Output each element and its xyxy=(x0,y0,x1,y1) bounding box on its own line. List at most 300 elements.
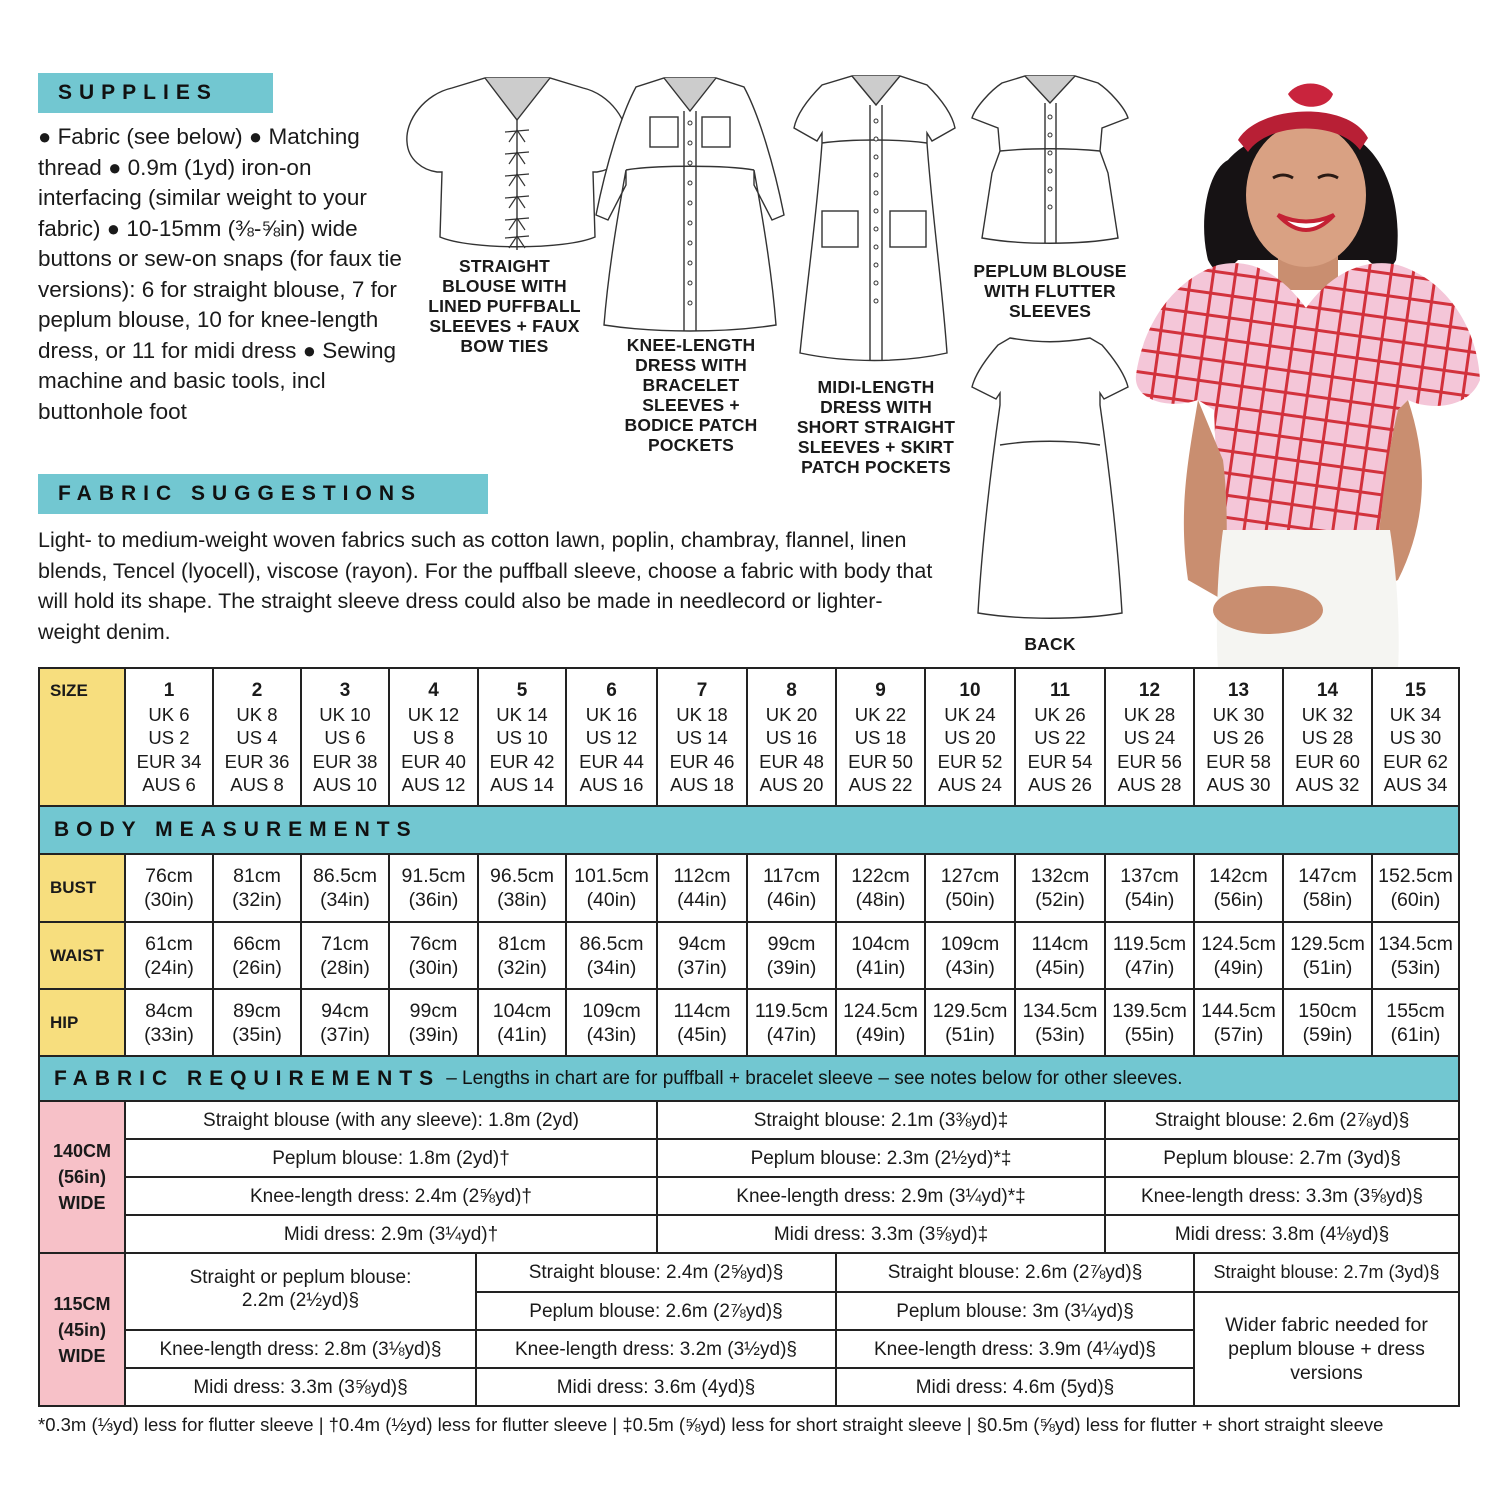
caption-line: DRESS WITH xyxy=(820,397,932,417)
bust-cell xyxy=(1282,853,1373,923)
straight-blouse-caption xyxy=(412,256,597,356)
size-eur: EUR 62 xyxy=(1383,750,1448,772)
waist-cell xyxy=(835,921,926,990)
in-value: (48in) xyxy=(855,889,906,911)
cm-value: 91.5cm xyxy=(401,865,466,887)
cm-value: 61cm xyxy=(145,932,193,955)
in-value: (36in) xyxy=(408,889,459,911)
waist-cell xyxy=(388,921,479,990)
in-value: (26in) xyxy=(232,956,282,979)
cm-value: 137cm xyxy=(1120,865,1179,887)
caption-line: SLEEVES + FAUX xyxy=(429,316,580,336)
cm-value: 134.5cm xyxy=(1378,932,1453,955)
cm-value: 129.5cm xyxy=(1290,932,1365,955)
back-view-caption xyxy=(1000,634,1100,654)
waist-cell xyxy=(1371,921,1460,990)
caption-line: LINED PUFFBALL xyxy=(428,296,581,316)
in-value: (34in) xyxy=(586,956,637,979)
cm-value: 104cm xyxy=(851,932,910,955)
cm-value: 112cm xyxy=(673,865,731,887)
req-cell xyxy=(475,1329,837,1369)
in-value: (45in) xyxy=(677,1023,727,1046)
in-value: (47in) xyxy=(1124,956,1175,979)
size-eur: EUR 36 xyxy=(224,750,290,772)
in-value: (35in) xyxy=(232,1023,282,1046)
hip-cell xyxy=(477,988,567,1057)
size-us: US 30 xyxy=(1389,727,1442,748)
req-cell xyxy=(124,1138,658,1178)
in-value: (28in) xyxy=(320,956,370,979)
size-label-cell xyxy=(38,667,126,807)
caption-line: BLOUSE WITH xyxy=(442,276,567,296)
req-text: Peplum blouse: 3m (3¼yd)§ xyxy=(896,1300,1134,1322)
width-115-label xyxy=(38,1252,126,1407)
in-value: (38in) xyxy=(497,889,547,911)
knee-length-dress-illustration xyxy=(594,75,786,333)
hip-cell xyxy=(924,988,1016,1057)
req-text: Knee-length dress: 2.4m (2⅝yd)† xyxy=(250,1185,532,1207)
fabric-suggestions-text: Light- to medium-weight woven fabrics such as cotton lawn, poplin, chambray, flannel, linen blends, Tencel (lyocell), viscose (rayon). For the puffball sleeve, choose a fabric with body that will hold its shape. The straight sleeve dress could also be made in needlecord or lighter-weight denim. xyxy=(38,528,933,644)
size-number: 9 xyxy=(875,680,886,701)
req-cell xyxy=(475,1252,837,1293)
req-cell xyxy=(124,1100,658,1140)
size-eur: EUR 42 xyxy=(489,750,555,772)
req-cell xyxy=(835,1252,1195,1293)
hip-cell xyxy=(565,988,658,1057)
in-value: (44in) xyxy=(677,889,727,911)
bust-cell xyxy=(1193,853,1284,923)
in-value: (32in) xyxy=(497,956,547,979)
size-column xyxy=(477,667,567,807)
req-cell xyxy=(1193,1252,1460,1293)
in-value: (41in) xyxy=(497,1023,547,1046)
in-value: (61in) xyxy=(1390,1023,1441,1046)
bullet-icon: ● xyxy=(248,124,263,149)
supply-item: Sewing machine and basic tools, incl buttonhole foot xyxy=(38,337,397,424)
waist-cell xyxy=(1193,921,1284,990)
size-column xyxy=(565,667,658,807)
cm-value: 76cm xyxy=(145,865,193,887)
width-label-line: 115CM xyxy=(53,1293,111,1314)
size-us: US 24 xyxy=(1123,727,1176,748)
size-column xyxy=(1371,667,1460,807)
size-us: US 14 xyxy=(676,727,728,748)
bullet-icon: ● xyxy=(106,215,121,241)
caption-line: POCKETS xyxy=(648,435,734,455)
size-eur: EUR 40 xyxy=(401,750,466,772)
size-aus: AUS 32 xyxy=(1295,774,1360,795)
in-value: (55in) xyxy=(1124,1023,1175,1046)
bust-cell xyxy=(746,853,837,923)
in-value: (52in) xyxy=(1035,889,1085,911)
note-line: Wider fabric needed for xyxy=(1225,1314,1428,1336)
req-text: Straight blouse: 2.4m (2⅝yd)§ xyxy=(528,1262,784,1283)
width-label-line: 140CM xyxy=(52,1141,112,1161)
size-number: 15 xyxy=(1404,680,1427,701)
in-value: (47in) xyxy=(766,1023,817,1046)
size-uk: UK 18 xyxy=(676,703,728,725)
size-number: 5 xyxy=(516,680,528,701)
waist-cell xyxy=(924,921,1016,990)
waist-cell xyxy=(212,921,302,990)
in-value: (56in) xyxy=(1213,889,1264,911)
req-text: Knee-length dress: 2.9m (3¼yd)*‡ xyxy=(736,1185,1026,1207)
cm-value: 86.5cm xyxy=(579,932,644,955)
req-text: Midi dress: 2.9m (3¼yd)† xyxy=(283,1223,499,1245)
req-text: Straight blouse: 2.1m (3⅜yd)‡ xyxy=(753,1109,1009,1131)
bust-cell xyxy=(212,853,302,923)
cm-value: 129.5cm xyxy=(932,999,1008,1022)
in-value: (51in) xyxy=(1302,956,1353,979)
size-uk: UK 12 xyxy=(407,703,460,725)
width-label-line: WIDE xyxy=(58,1345,106,1366)
cm-value: 122cm xyxy=(851,865,910,887)
size-us: US 26 xyxy=(1212,727,1265,748)
cm-value: 104cm xyxy=(492,999,552,1022)
req-cell xyxy=(1104,1214,1460,1254)
cm-value: 155cm xyxy=(1386,999,1445,1022)
size-aus: AUS 24 xyxy=(938,774,1002,795)
req-cell xyxy=(656,1176,1106,1216)
size-column xyxy=(1014,667,1106,807)
size-us: US 2 xyxy=(148,727,190,748)
in-value: (37in) xyxy=(320,1023,370,1046)
fabric-requirements-note: – Lengths in chart are for puffball + bracelet sleeve – see notes below for other sleeves. xyxy=(446,1067,1183,1089)
req-text: Knee-length dress: 3.9m (4¼yd)§ xyxy=(874,1338,1156,1360)
size-column xyxy=(924,667,1016,807)
req-text: Peplum blouse: 2.6m (2⅞yd)§ xyxy=(529,1300,783,1322)
size-number: 4 xyxy=(428,680,439,701)
cm-value: 144.5cm xyxy=(1201,999,1276,1022)
waist-cell xyxy=(1104,921,1195,990)
hip-cell xyxy=(388,988,479,1057)
size-aus: AUS 16 xyxy=(579,774,644,795)
req-text: Midi dress: 3.6m (4yd)§ xyxy=(556,1376,756,1398)
req-text: Straight blouse (with any sleeve): 1.8m (2yd) xyxy=(203,1109,579,1131)
size-us: US 4 xyxy=(236,727,278,748)
size-column xyxy=(1104,667,1195,807)
cm-value: 114cm xyxy=(1031,932,1089,955)
cm-value: 109cm xyxy=(940,932,1000,955)
waist-label-cell xyxy=(38,921,126,990)
hip-label-cell xyxy=(38,988,126,1057)
width-140-label xyxy=(38,1100,126,1254)
bust-cell xyxy=(656,853,748,923)
hip-cell xyxy=(1371,988,1460,1057)
row-label: HIP xyxy=(50,1012,79,1032)
waist-cell xyxy=(300,921,390,990)
req-cell xyxy=(656,1138,1106,1178)
in-value: (53in) xyxy=(1035,1023,1085,1046)
size-uk: UK 6 xyxy=(148,703,190,725)
hip-cell xyxy=(1282,988,1373,1057)
size-number: 10 xyxy=(959,680,981,701)
fabric-suggestions-heading-text: FABRIC SUGGESTIONS xyxy=(58,482,423,505)
size-aus: AUS 22 xyxy=(848,774,913,795)
req-text: Straight blouse: 2.6m (2⅞yd)§ xyxy=(887,1262,1143,1283)
cm-value: 109cm xyxy=(582,999,641,1022)
caption-line: SLEEVES + SKIRT xyxy=(797,437,955,457)
bust-cell xyxy=(388,853,479,923)
cm-value: 139.5cm xyxy=(1112,999,1187,1022)
size-aus: AUS 26 xyxy=(1028,774,1092,795)
size-number: 2 xyxy=(251,680,263,701)
size-number: 14 xyxy=(1316,680,1339,701)
back-view-illustration xyxy=(970,335,1130,620)
size-us: US 6 xyxy=(324,727,366,748)
size-eur: EUR 34 xyxy=(136,750,202,772)
bullet-icon: ● xyxy=(302,337,316,363)
size-aus: AUS 6 xyxy=(142,774,196,795)
waist-cell xyxy=(1282,921,1373,990)
cm-value: 94cm xyxy=(678,932,726,955)
caption-line: SLEEVES + xyxy=(642,395,740,415)
cm-value: 124.5cm xyxy=(843,999,918,1022)
in-value: (59in) xyxy=(1302,1023,1353,1046)
size-eur: EUR 52 xyxy=(937,750,1003,772)
req-text: Straight blouse: 2.7m (3yd)§ xyxy=(1213,1262,1440,1282)
in-value: (49in) xyxy=(1213,956,1264,979)
cm-value: 127cm xyxy=(940,865,1000,887)
hip-cell xyxy=(746,988,837,1057)
req-cell xyxy=(656,1214,1106,1254)
req-text: Midi dress: 3.8m (4⅛yd)§ xyxy=(1174,1223,1390,1245)
req-text: Knee-length dress: 3.2m (3½yd)§ xyxy=(515,1338,797,1360)
bust-cell xyxy=(124,853,214,923)
in-value: (30in) xyxy=(144,889,194,911)
size-eur: EUR 46 xyxy=(669,750,735,772)
in-value: (30in) xyxy=(408,956,459,979)
caption-line: MIDI-LENGTH xyxy=(817,377,935,397)
size-aus: AUS 20 xyxy=(759,774,824,795)
size-number: 12 xyxy=(1138,680,1161,701)
req-text: Peplum blouse: 2.3m (2½yd)*‡ xyxy=(750,1147,1012,1169)
in-value: (41in) xyxy=(855,956,906,979)
size-aus: AUS 14 xyxy=(490,774,554,795)
in-value: (43in) xyxy=(945,956,995,979)
size-column xyxy=(300,667,390,807)
note-line: peplum blouse + dress xyxy=(1228,1338,1425,1360)
in-value: (39in) xyxy=(766,956,817,979)
size-number: 7 xyxy=(696,680,708,701)
cm-value: 134.5cm xyxy=(1022,999,1098,1022)
size-eur: EUR 56 xyxy=(1117,750,1182,772)
in-value: (40in) xyxy=(586,889,637,911)
cm-value: 99cm xyxy=(767,932,816,955)
midi-dress-illustration xyxy=(792,73,957,363)
size-aus: AUS 10 xyxy=(313,774,377,795)
size-uk: UK 10 xyxy=(319,703,371,725)
req-cell xyxy=(475,1367,837,1407)
size-eur: EUR 60 xyxy=(1295,750,1360,772)
size-number: 3 xyxy=(339,680,351,701)
bust-cell xyxy=(477,853,567,923)
size-aus: AUS 12 xyxy=(401,774,466,795)
req-text: Knee-length dress: 3.3m (3⅝yd)§ xyxy=(1141,1185,1423,1207)
size-column xyxy=(1282,667,1373,807)
size-uk: UK 30 xyxy=(1212,703,1265,725)
caption-line: SLEEVES xyxy=(1008,301,1092,321)
size-aus: AUS 18 xyxy=(670,774,734,795)
caption-line: DRESS WITH xyxy=(635,355,747,375)
cm-value: 89cm xyxy=(233,999,281,1022)
size-aus: AUS 8 xyxy=(230,774,284,795)
size-number: 6 xyxy=(606,680,617,701)
caption-line: BRACELET xyxy=(642,375,740,395)
size-uk: UK 26 xyxy=(1034,703,1086,725)
size-uk: UK 20 xyxy=(765,703,818,725)
size-uk: UK 16 xyxy=(585,703,638,725)
size-column xyxy=(835,667,926,807)
caption-line: STRAIGHT xyxy=(458,256,551,276)
bust-cell xyxy=(924,853,1016,923)
bust-label-cell xyxy=(38,853,126,923)
caption-line: PEPLUM BLOUSE xyxy=(973,261,1127,281)
caption-line: BOW TIES xyxy=(460,336,549,356)
caption-line: SHORT STRAIGHT xyxy=(796,417,956,437)
req-cell xyxy=(1104,1176,1460,1216)
hip-cell xyxy=(1193,988,1284,1057)
hip-cell xyxy=(1104,988,1195,1057)
size-column xyxy=(212,667,302,807)
size-uk: UK 34 xyxy=(1389,703,1442,725)
size-number: 8 xyxy=(786,680,797,701)
waist-cell xyxy=(477,921,567,990)
caption-line: WITH FLUTTER xyxy=(984,281,1116,301)
cm-value: 147cm xyxy=(1298,865,1357,887)
size-column xyxy=(746,667,837,807)
size-label: SIZE xyxy=(50,681,88,700)
supplies-list xyxy=(38,122,410,427)
in-value: (58in) xyxy=(1302,889,1353,911)
size-us: US 22 xyxy=(1034,727,1086,748)
bust-cell xyxy=(1371,853,1460,923)
bust-cell xyxy=(565,853,658,923)
size-eur: EUR 44 xyxy=(579,750,644,772)
size-aus: AUS 34 xyxy=(1383,774,1448,795)
bust-cell xyxy=(835,853,926,923)
req-cell xyxy=(835,1367,1195,1407)
size-column xyxy=(656,667,748,807)
size-us: US 10 xyxy=(496,727,548,748)
fabric-suggestions-heading xyxy=(38,474,488,514)
req-text: Peplum blouse: 2.7m (3yd)§ xyxy=(1163,1147,1401,1169)
in-value: (24in) xyxy=(144,956,194,979)
supply-item: Matching thread xyxy=(38,124,360,180)
size-eur: EUR 50 xyxy=(848,750,913,772)
wider-fabric-note-cell xyxy=(1193,1291,1460,1407)
req-cell xyxy=(124,1176,658,1216)
hip-cell xyxy=(656,988,748,1057)
cm-value: 84cm xyxy=(145,999,193,1022)
bust-cell xyxy=(1104,853,1195,923)
midi-dress-caption xyxy=(782,377,970,477)
waist-cell xyxy=(124,921,214,990)
size-aus: AUS 30 xyxy=(1206,774,1271,795)
req-text: Straight or peplum blouse: xyxy=(189,1267,412,1288)
size-eur: EUR 48 xyxy=(759,750,824,772)
cm-value: 119.5cm xyxy=(754,999,829,1022)
size-uk: UK 14 xyxy=(496,703,548,725)
req-text: Midi dress: 3.3m (3⅝yd)‡ xyxy=(773,1223,989,1245)
bust-cell xyxy=(300,853,390,923)
in-value: (50in) xyxy=(945,889,995,911)
cm-value: 86.5cm xyxy=(313,865,377,887)
note-line: versions xyxy=(1290,1362,1363,1384)
footnote: *0.3m (⅓yd) less for flutter sleeve | †0.4m (½yd) less for flutter sleeve | ‡0.5m (⅝yd) less for short straight sleeve | §0.5m (⅝yd) less for flutter + short straight sleeve xyxy=(38,1414,1384,1435)
hip-cell xyxy=(212,988,302,1057)
in-value: (34in) xyxy=(320,889,370,911)
size-eur: EUR 58 xyxy=(1206,750,1271,772)
cm-value: 119.5cm xyxy=(1112,932,1187,955)
size-column xyxy=(388,667,479,807)
width-label-line: (56in) xyxy=(57,1167,106,1187)
supply-item: 10-15mm (⅜-⅝in) wide buttons or sew-on snaps (for faux tie versions): 6 for straight blouse, 7 for peplum blouse, 10 for knee-length dress, or 11 for midi dress xyxy=(38,215,402,363)
cm-value: 81cm xyxy=(233,865,281,887)
req-cell xyxy=(835,1291,1195,1331)
size-us: US 12 xyxy=(585,727,638,748)
size-us: US 20 xyxy=(944,727,996,748)
size-us: US 18 xyxy=(854,727,907,748)
waist-cell xyxy=(656,921,748,990)
size-number: 1 xyxy=(163,680,175,701)
waist-cell xyxy=(565,921,658,990)
cm-value: 132cm xyxy=(1030,865,1090,887)
size-uk: UK 28 xyxy=(1123,703,1176,725)
cm-value: 152.5cm xyxy=(1378,865,1453,887)
cm-value: 142cm xyxy=(1209,865,1268,887)
req-text: Peplum blouse: 1.8m (2yd)† xyxy=(272,1147,510,1169)
cm-value: 71cm xyxy=(321,932,369,955)
in-value: (54in) xyxy=(1124,889,1175,911)
in-value: (51in) xyxy=(945,1023,995,1046)
in-value: (33in) xyxy=(144,1023,194,1046)
size-us: US 28 xyxy=(1301,727,1354,748)
size-number: 13 xyxy=(1227,680,1250,701)
in-value: (39in) xyxy=(408,1023,459,1046)
cm-value: 96.5cm xyxy=(490,865,554,887)
caption-line: KNEE-LENGTH xyxy=(626,335,756,355)
caption-line: BACK xyxy=(1024,634,1076,654)
bullet-icon: ● xyxy=(108,154,122,180)
in-value: (46in) xyxy=(766,889,817,911)
req-text: Knee-length dress: 2.8m (3⅛yd)§ xyxy=(159,1338,442,1360)
cm-value: 124.5cm xyxy=(1201,932,1276,955)
body-measurements-heading xyxy=(38,805,1460,855)
cm-value: 94cm xyxy=(321,999,369,1022)
req-text: Midi dress: 4.6m (5yd)§ xyxy=(915,1376,1115,1398)
req-cell xyxy=(475,1291,837,1331)
peplum-blouse-caption xyxy=(958,261,1142,321)
peplum-blouse-illustration xyxy=(970,73,1130,245)
size-eur: EUR 54 xyxy=(1027,750,1093,772)
req-cell xyxy=(124,1252,477,1331)
cm-value: 117cm xyxy=(762,865,821,887)
row-label: BUST xyxy=(50,878,97,897)
fabric-requirements-heading-text: FABRIC REQUIREMENTS xyxy=(54,1066,441,1090)
cm-value: 66cm xyxy=(233,932,281,955)
req-text: 2.2m (2½yd)§ xyxy=(241,1290,360,1311)
hip-cell xyxy=(1014,988,1106,1057)
in-value: (60in) xyxy=(1390,889,1441,911)
size-number: 11 xyxy=(1049,680,1071,701)
in-value: (43in) xyxy=(586,1023,637,1046)
size-eur: EUR 38 xyxy=(312,750,378,772)
knee-length-dress-caption xyxy=(605,335,777,455)
caption-line: PATCH POCKETS xyxy=(801,457,951,477)
in-value: (45in) xyxy=(1035,956,1085,979)
in-value: (32in) xyxy=(232,889,282,911)
